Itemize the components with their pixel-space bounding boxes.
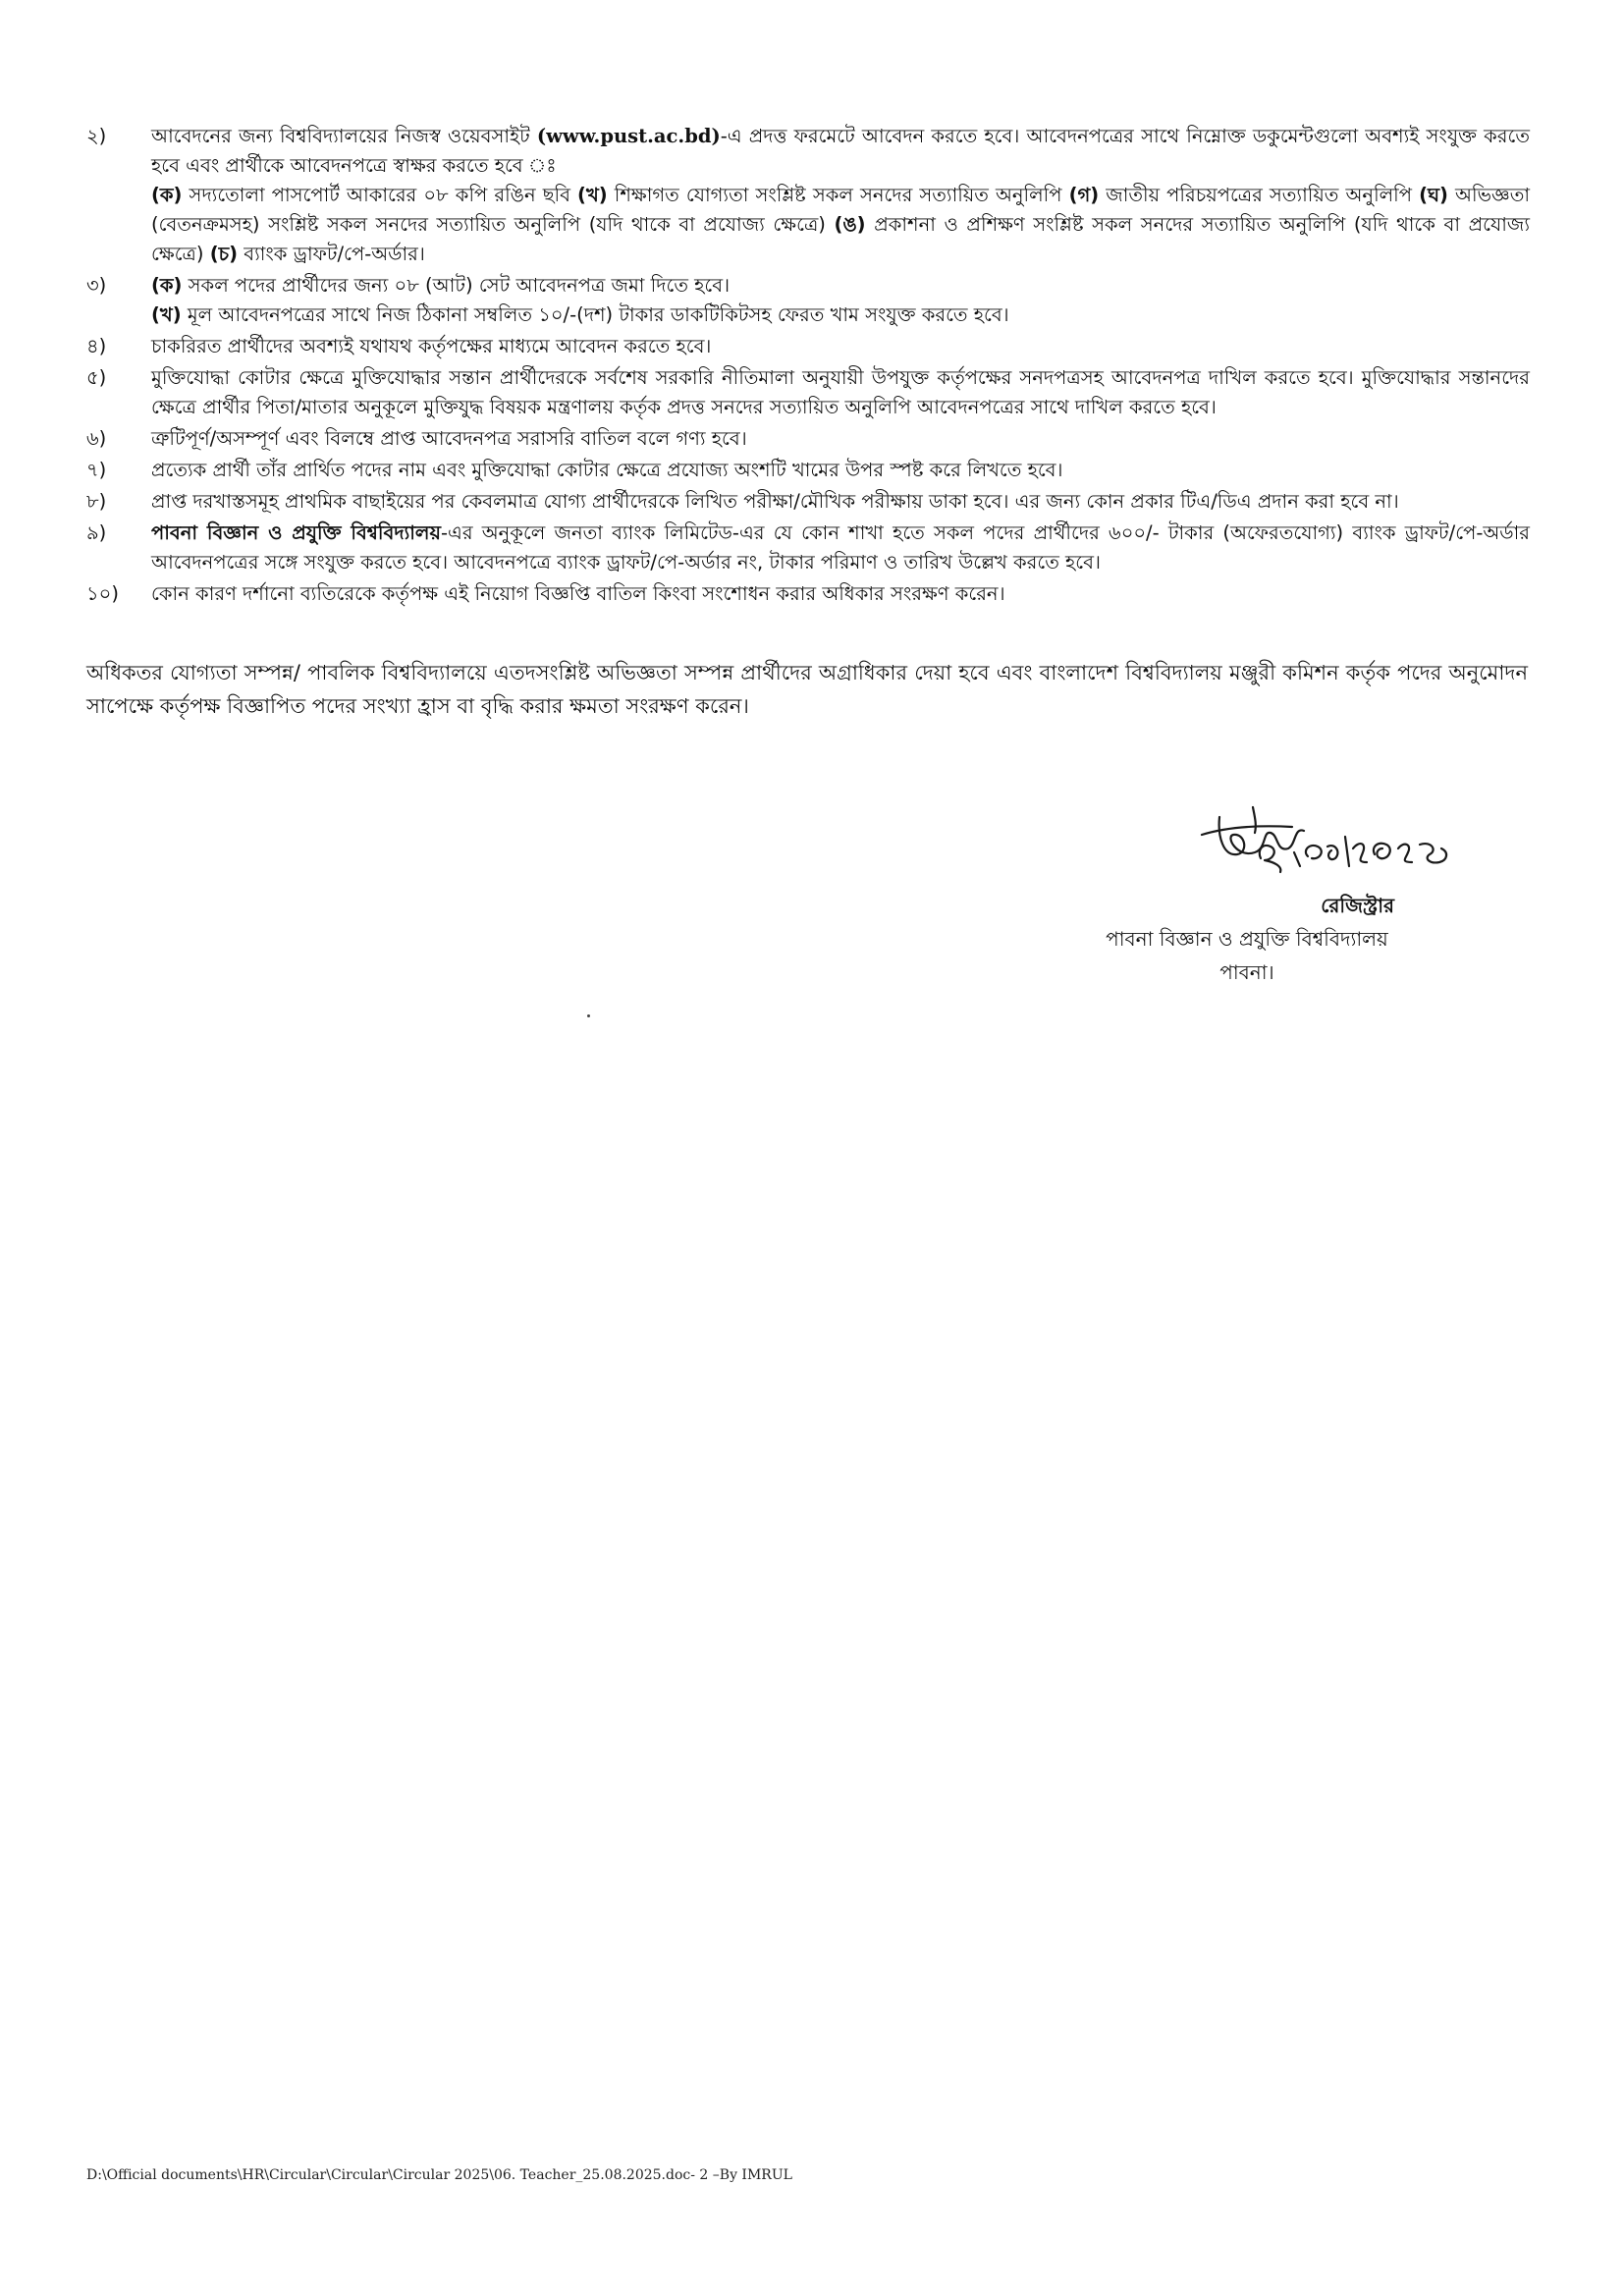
item-text: প্রাপ্ত দরখাস্তসমূহ প্রাথমিক বাছাইয়ের পর কেবলমাত্র যোগ্য প্রার্থীদেরকে লিখিত পরীক্ষা/মৌখিক পরীক্ষায় ডাকা হবে। এর জন্য কোন প্রকার টিএ/ডিএ প্রদান করা হবে না।: [151, 490, 1399, 513]
item-text: চাকরিরত প্রার্থীদের অবশ্যই যথাযথ কর্তৃপক্ষের মাধ্যমে আবেদন করতে হবে।: [151, 335, 712, 357]
closing-paragraph: অধিকতর যোগ্যতা সম্পন্ন/ পাবলিক বিশ্ববিদ্যালয়ে এতদসংশ্লিষ্ট অভিজ্ঞতা সম্পন্ন প্রার্থীদের অগ্রাধিকার দেয়া হবে এবং বাংলাদেশ বিশ্ববিদ্যালয় মঞ্জুরী কমিশন কর্তৃক পদের অনুমোদন সাপেক্ষে কর্তৃপক্ষ বিজ্ঞাপিত পদের সংখ্যা হ্রাস বা বৃদ্ধি করার ক্ষমতা সংরক্ষণ করেন।: [86, 661, 1528, 718]
sub-label: (খ): [577, 184, 608, 206]
list-item: [86, 332, 1530, 361]
item-number: ৬): [86, 427, 107, 450]
item-text: আবেদনের জন্য বিশ্ববিদ্যালয়ের নিজস্ব ওয়েবসাইট (www.pust.ac.bd)-এ প্রদত্ত ফরমেটে আবেদন করতে হবে। আবেদনপত্রের সাথে নিম্নোক্ত ডকুমেন্টগুলো অবশ্যই সংযুক্ত করতে হবে এবং প্রার্থীকে আবেদনপত্রে স্বাক্ষর করতে হবে ঃ: [151, 125, 1530, 177]
item-number: ৮): [86, 490, 107, 513]
handwritten-signature: [1198, 797, 1492, 896]
item-number: ৩): [86, 274, 107, 297]
item-number: ৪): [86, 335, 107, 357]
list-item: [86, 363, 1530, 422]
item-number: ৫): [86, 366, 107, 389]
university-name: পাবনা বিজ্ঞান ও প্রযুক্তি বিশ্ববিদ্যালয়: [151, 521, 441, 544]
sub-label: (ঙ): [834, 213, 866, 236]
item-text: কোন কারণ দর্শানো ব্যতিরেকে কর্তৃপক্ষ এই নিয়োগ বিজ্ঞপ্তি বাতিল কিংবা সংশোধন করার অধিকার সংরক্ষণ করেন।: [151, 582, 1005, 605]
sub-label: (খ): [151, 303, 182, 326]
signatory-organization: পাবনা বিজ্ঞান ও প্রযুক্তি বিশ্ববিদ্যালয়: [1106, 927, 1388, 951]
list-item: [86, 122, 1530, 269]
item-text: (খ) মূল আবেদনপত্রের সাথে নিজ ঠিকানা সম্বলিত ১০/-(দশ) টাকার ডাকটিকিটসহ ফেরত খাম সংযুক্ত করতে হবে।: [151, 303, 1009, 326]
list-item: [86, 487, 1530, 517]
sub-label: (ঘ): [1419, 184, 1448, 206]
list-item: [86, 424, 1530, 454]
list-item: [86, 456, 1530, 485]
document-checklist: (ক) সদ্যতোলা পাসপোর্ট আকারের ০৮ কপি রঙিন ছবি (খ) শিক্ষাগত যোগ্যতা সংশ্লিষ্ট সকল সনদের সত্যায়িত অনুলিপি (গ) জাতীয় পরিচয়পত্রের সত্যায়িত অনুলিপি (ঘ) অভিজ্ঞতা (বেতনক্রমসহ) সংশ্লিষ্ট সকল সনদের সত্যায়িত অনুলিপি (যদি থাকে বা প্রযোজ্য ক্ষেত্রে) (ঙ) প্রকাশনা ও প্রশিক্ষণ সংশ্লিষ্ট সকল সনদের সত্যায়িত অনুলিপি (যদি থাকে বা প্রযোজ্য ক্ষেত্রে) (চ) ব্যাংক ড্রাফট/পে-অর্ডার।: [151, 184, 1531, 265]
signature-block: [1041, 889, 1453, 989]
list-item: [86, 271, 1530, 330]
list-item: [86, 579, 1530, 609]
item-text: ত্রুটিপূর্ণ/অসম্পূর্ণ এবং বিলম্বে প্রাপ্ত আবেদনপত্র সরাসরি বাতিল বলে গণ্য হবে।: [151, 427, 747, 450]
item-number: ১০): [86, 582, 119, 605]
signatory-place: পাবনা।: [1219, 960, 1274, 984]
sub-label: (চ): [209, 243, 239, 265]
item-text: প্রত্যেক প্রার্থী তাঁর প্রার্থিত পদের নাম এবং মুক্তিযোদ্ধা কোটার ক্ষেত্রে প্রযোজ্য অংশটি খামের উপর স্পষ্ট করে লিখতে হবে।: [151, 459, 1063, 481]
sub-label: (ক): [151, 274, 183, 297]
list-item: [86, 519, 1530, 577]
item-text: মুক্তিযোদ্ধা কোটার ক্ষেত্রে মুক্তিযোদ্ধার সন্তান প্রার্থীদেরকে সর্বশেষ সরকারি নীতিমালা অনুযায়ী উপযুক্ত কর্তৃপক্ষের সনদপত্রসহ আবেদনপত্র দাখিল করতে হবে। মুক্তিযোদ্ধার সন্তানদের ক্ষেত্রে প্রার্থীর পিতা/মাতার অনুকূলে মুক্তিযুদ্ধ বিষয়ক মন্ত্রণালয় কর্তৃক প্রদত্ত সনদের সত্যায়িত অনুলিপি আবেদনপত্রের সাথে দাখিল করতে হবে।: [151, 366, 1530, 418]
instruction-list: [86, 122, 1530, 611]
signatory-title: রেজিস্ট্রার: [1321, 894, 1394, 917]
sub-label: (গ): [1068, 184, 1100, 206]
file-path-footer: D:\Official documents\HR\Circular\Circular\Circular 2025\06. Teacher_25.08.2025.doc- 2 –By IMRUL: [86, 2167, 792, 2183]
item-number: ৯): [86, 521, 107, 544]
website-url: (www.pust.ac.bd): [536, 125, 721, 147]
scan-speck: [587, 1014, 590, 1017]
item-number: ৭): [86, 459, 107, 481]
item-text: (ক) সকল পদের প্রার্থীদের জন্য ০৮ (আট) সেট আবেদনপত্র জমা দিতে হবে।: [151, 274, 731, 297]
item-text: পাবনা বিজ্ঞান ও প্রযুক্তি বিশ্ববিদ্যালয়-এর অনুকূলে জনতা ব্যাংক লিমিটেড-এর যে কোন শাখা হতে সকল পদের প্রার্থীদের ৬০০/- টাকার (অফেরতযোগ্য) ব্যাংক ড্রাফট/পে-অর্ডার আবেদনপত্রের সঙ্গে সংযুক্ত করতে হবে। আবেদনপত্রে ব্যাংক ড্রাফট/পে-অর্ডার নং, টাকার পরিমাণ ও তারিখ উল্লেখ করতে হবে।: [151, 521, 1531, 574]
sub-label: (ক): [151, 184, 183, 206]
item-number: ২): [86, 125, 107, 147]
